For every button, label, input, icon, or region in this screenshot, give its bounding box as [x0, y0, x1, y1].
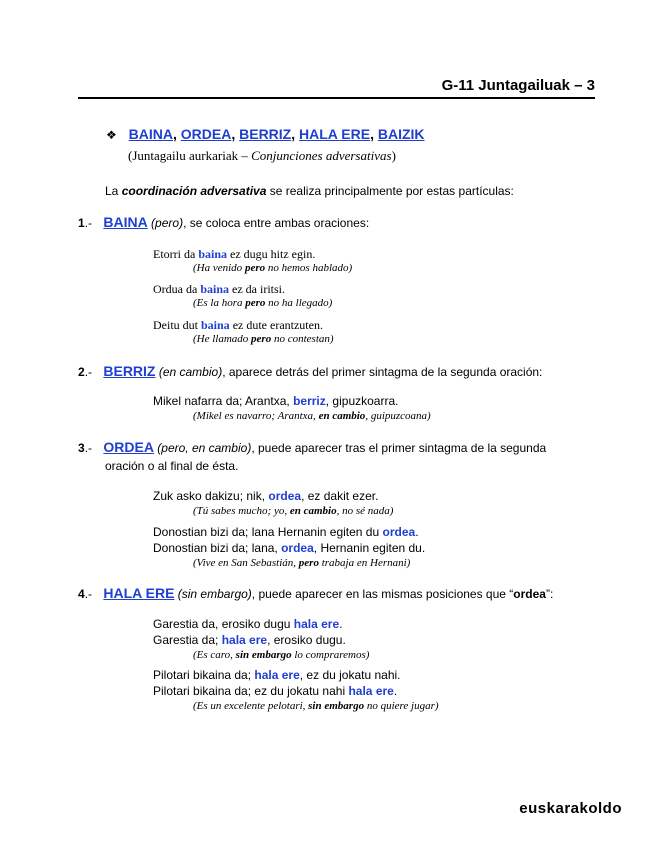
translation-line: (Es la hora pero no ha llegado)	[193, 297, 333, 309]
header-rule	[78, 97, 595, 99]
link-hala-ere[interactable]: HALA ERE	[299, 126, 371, 142]
link-separator: ,	[370, 126, 378, 142]
section-description: , aparece detrás del primer sintagma de la segunda oración:	[222, 365, 543, 379]
lead-text-rest: se realiza principalmente por estas partículas:	[266, 184, 514, 198]
example-line: Donostian bizi da; lana Hernanin egiten du ordea.	[153, 525, 419, 539]
lead-sentence	[105, 184, 514, 198]
example-line: Donostian bizi da; lana, ordea, Hernanin egiten du.	[153, 541, 426, 555]
subtitle-text: (Juntagailu aurkariak –	[128, 148, 252, 163]
subtitle-italic: Conjunciones adversativas	[251, 148, 392, 163]
lead-text: La	[105, 184, 122, 198]
section-description-end: ”:	[545, 587, 554, 601]
section-translation: (pero)	[147, 216, 184, 230]
example-line: Garestia da; hala ere, erosiko dugu.	[153, 633, 346, 647]
section-number: 3	[78, 441, 85, 455]
section-number: 1	[78, 216, 85, 230]
example-line: Pilotari bikaina da; hala ere, ez du jokatu nahi.	[153, 668, 401, 682]
section-translation: (pero, en cambio)	[153, 441, 252, 455]
link-separator: ,	[173, 126, 181, 142]
lead-term: coordinación adversativa	[121, 184, 267, 198]
section-translation: (en cambio)	[155, 365, 223, 379]
example-line: Pilotari bikaina da; ez du jokatu nahi hala ere.	[153, 684, 398, 698]
translation-line: (Es un excelente pelotari, sin embargo no quiere jugar)	[193, 700, 439, 712]
section-dot: .-	[84, 587, 93, 601]
section-description: , puede aparecer en las mismas posiciones que “	[251, 587, 514, 601]
section-description: , puede aparecer tras el primer sintagma de la segunda	[251, 441, 547, 455]
section-3-heading	[78, 439, 546, 455]
section-number: 4	[78, 587, 85, 601]
link-baina[interactable]: BAINA	[128, 126, 173, 142]
link-ordea[interactable]: ORDEA	[180, 126, 232, 142]
link-baizik[interactable]: BAIZIK	[377, 126, 425, 142]
section-keyword: BAINA	[103, 214, 148, 230]
section-4-heading	[78, 585, 553, 601]
section-keyword: ORDEA	[103, 439, 154, 455]
subtitle-close: )	[391, 148, 396, 163]
translation-line: (Vive en San Sebastián, pero trabaja en Hernani)	[193, 557, 411, 569]
translation-line: (Es caro, sin embargo lo compraremos)	[193, 649, 370, 661]
intro-subtitle	[128, 148, 396, 164]
section-2-heading	[78, 363, 542, 379]
link-separator: ,	[231, 126, 240, 142]
section-translation: (sin embargo)	[174, 587, 252, 601]
translation-line: (He llamado pero no contestan)	[193, 333, 334, 345]
translation-line: (Mikel es navarro; Arantxa, en cambio, guipuzcoana)	[193, 410, 431, 422]
intro-links-line	[106, 126, 425, 142]
example-line: Deitu dut baina ez dute erantzuten.	[153, 318, 323, 332]
section-description: , se coloca entre ambas oraciones:	[183, 216, 370, 230]
section-dot: .-	[84, 365, 93, 379]
page-title: G-11 Juntagailuak – 3	[441, 77, 595, 94]
translation-line: (Ha venido pero no hemos hablado)	[193, 262, 353, 274]
example-line: Mikel nafarra da; Arantxa, berriz, gipuzkoarra.	[153, 394, 399, 408]
link-berriz[interactable]: BERRIZ	[239, 126, 292, 142]
link-separator: ,	[291, 126, 300, 142]
section-dot: .-	[84, 216, 93, 230]
translation-line: (Tú sabes mucho; yo, en cambio, no sé nada)	[193, 505, 394, 517]
example-line: Ordua da baina ez da iritsi.	[153, 282, 285, 296]
section-number: 2	[78, 365, 85, 379]
section-keyword: HALA ERE	[103, 585, 175, 601]
section-3-description-cont: oración o al final de ésta.	[105, 459, 239, 473]
example-line: Garestia da, erosiko dugu hala ere.	[153, 617, 343, 631]
section-quoted-term: ordea	[513, 587, 546, 601]
example-line: Zuk asko dakizu; nik, ordea, ez dakit ezer.	[153, 489, 379, 503]
section-dot: .-	[84, 441, 93, 455]
footer-brand: euskarakoldo	[519, 800, 622, 817]
section-1-heading	[78, 214, 369, 230]
example-line: Etorri da baina ez dugu hitz egin.	[153, 247, 316, 261]
section-keyword: BERRIZ	[103, 363, 156, 379]
diamond-bullet-icon: ❖	[106, 128, 117, 142]
